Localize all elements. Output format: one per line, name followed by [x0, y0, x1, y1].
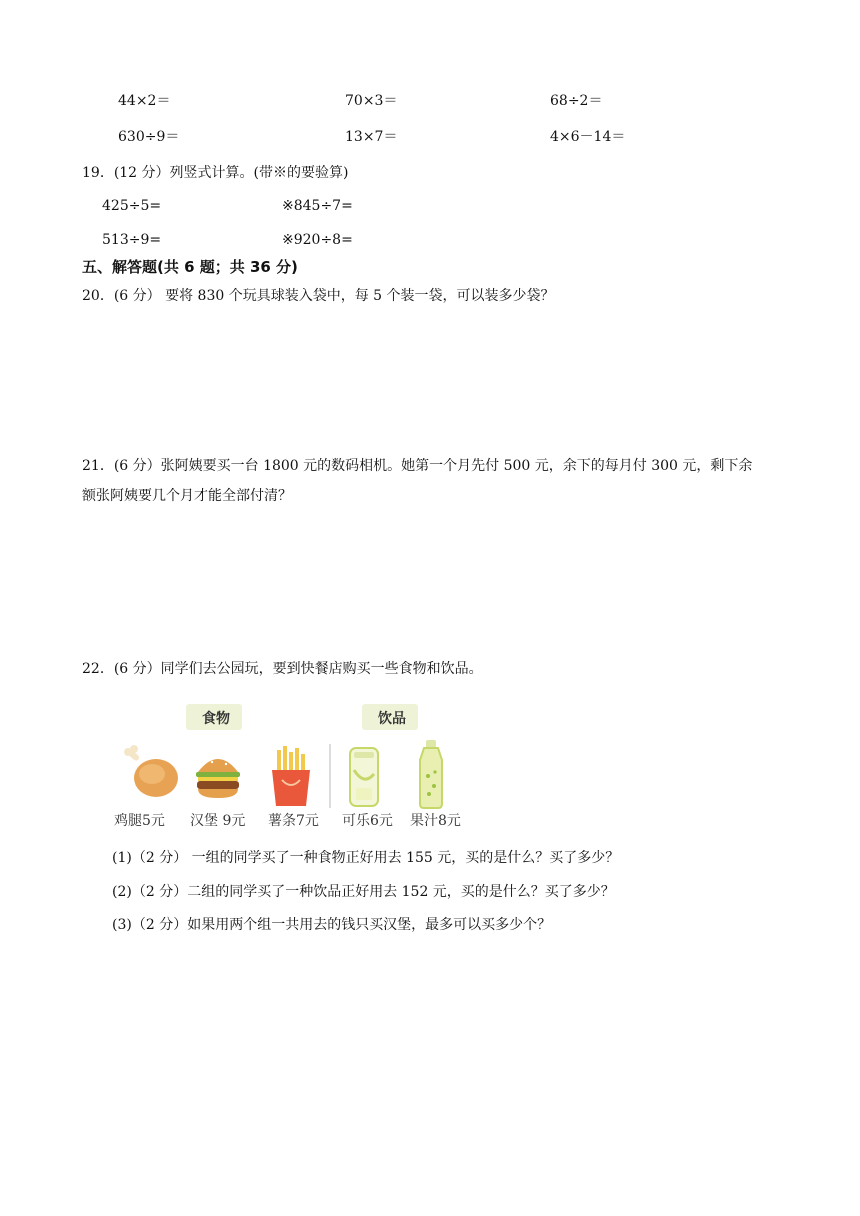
- q19-item-4: ※920÷8=: [282, 232, 353, 248]
- q19-label: 19．(12 分）列竖式计算。(带※的要验算): [82, 165, 349, 181]
- menu-item-hamburger: 汉堡 9元: [190, 813, 246, 829]
- cola-can-icon: [350, 748, 378, 806]
- q21-line1: 21．(6 分）张阿姨要买一台 1800 元的数码相机。她第一个月先付 500 元，余下的每月付 300 元，剩下余: [82, 458, 753, 474]
- calc-r1c3: 68÷2＝: [550, 93, 603, 109]
- section-five-title: 五、解答题(共 6 题；共 36 分): [82, 258, 298, 276]
- q19-item-2: ※845÷7=: [282, 198, 353, 214]
- hamburger-icon: [196, 757, 240, 798]
- menu-item-fries: 薯条7元: [268, 813, 319, 829]
- q21-line2: 额张阿姨要几个月才能全部付清？: [82, 488, 292, 504]
- calc-r2c3: 4×6－14＝: [550, 129, 626, 145]
- menu-item-cola: 可乐6元: [342, 813, 393, 829]
- menu-illustration: [108, 700, 480, 836]
- drink-header: 饮品: [378, 711, 406, 727]
- calc-r2c1: 630÷9＝: [118, 129, 180, 145]
- menu-item-drumstick: 鸡腿5元: [114, 813, 165, 829]
- menu-item-juice: 果汁8元: [410, 813, 461, 829]
- q19-item-1: 425÷5=: [102, 198, 162, 214]
- fries-icon: [272, 746, 310, 806]
- juice-bottle-icon: [420, 740, 442, 808]
- calc-r1c1: 44×2＝: [118, 93, 171, 109]
- q19-item-3: 513÷9=: [102, 232, 162, 248]
- calc-r2c2: 13×7＝: [345, 129, 398, 145]
- calc-r1c2: 70×3＝: [345, 93, 398, 109]
- food-header: 食物: [202, 711, 230, 727]
- drumstick-icon: [124, 745, 178, 797]
- q22-text: 22．(6 分）同学们去公园玩，要到快餐店购买一些食物和饮品。: [82, 661, 483, 677]
- q22-sub-3: (3)（2 分）如果用两个组一共用去的钱只买汉堡，最多可以买多少个？: [112, 917, 552, 933]
- q22-sub-2: (2)（2 分）二组的同学买了一种饮品正好用去 152 元，买的是什么？买了多少？: [112, 884, 615, 900]
- q22-sub-1: (1)（2 分） 一组的同学买了一种食物正好用去 155 元，买的是什么？买了多少？: [112, 850, 620, 866]
- q20-text: 20．(6 分） 要将 830 个玩具球装入袋中，每 5 个装一袋，可以装多少袋？: [82, 288, 555, 304]
